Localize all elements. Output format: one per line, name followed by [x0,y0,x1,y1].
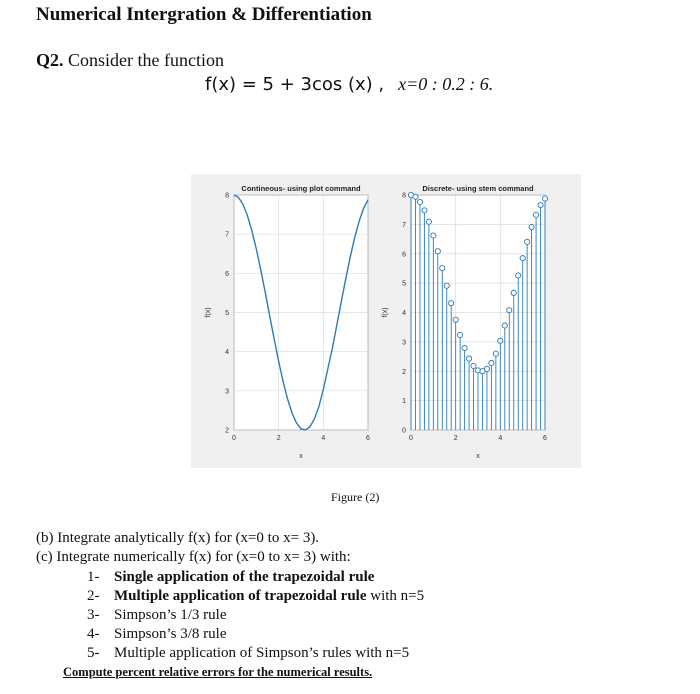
method-item-5 [87,645,409,662]
y-tick-label: 7 [402,221,406,229]
x-tick-label: 4 [498,435,503,442]
stem-marker [542,196,547,201]
stem-marker [538,203,543,208]
task-c: (c) Integrate numerically f(x) for (x=0 to x= 3) with: [36,549,351,565]
figure-plots [191,174,581,468]
stem-marker [493,351,498,356]
x-tick-label: 6 [366,435,370,442]
y-tick-label: 2 [225,427,229,435]
stem-marker [426,219,431,224]
x-tick-label: 0 [232,435,236,442]
stem-marker [449,301,454,306]
y-axis-label: f(x) [205,307,212,318]
y-tick-label: 4 [402,310,406,317]
stem-marker [507,308,512,313]
y-tick-label: 2 [402,368,406,376]
stem-marker [533,212,538,217]
stem-marker [462,346,467,351]
question-line [36,50,224,71]
method-text: Multiple application of Simpson’s rules with n=5 [114,645,410,661]
stem-marker [466,356,471,361]
y-tick-label: 3 [225,388,229,396]
method-text: Simpson’s 3/8 rule [114,626,227,642]
task-b: (b) Integrate analytically f(x) for (x=0 to x= 3). [36,530,320,546]
method-text: Multiple application of trapezoidal rule [114,588,367,604]
stem-marker [484,366,489,371]
y-tick-label: 8 [402,192,406,200]
stem-marker [498,338,503,343]
stem-marker [489,360,494,365]
stem-marker [444,283,449,288]
method-item-1 [87,569,374,586]
x-axis-label: x [299,453,303,460]
stem-marker [516,273,521,278]
method-number: 3- [87,607,100,623]
stem-marker [417,199,422,204]
method-item-4 [87,626,227,643]
stem-marker [413,194,418,199]
stem-marker [453,317,458,322]
stem-marker [435,249,440,254]
stem-marker [440,266,445,271]
stem-marker [529,225,534,230]
method-text: Single application of the trapezoidal rule [114,569,375,585]
stem-marker [525,239,530,244]
y-tick-label: 5 [402,280,406,288]
method-suffix: with n=5 [366,588,425,604]
method-number: 2- [87,588,100,604]
y-tick-label: 5 [225,310,229,317]
plot-title: Discrete- using stem command [422,184,534,193]
stem-marker [431,233,436,238]
x-tick-label: 4 [321,435,326,442]
x-tick-label: 2 [453,435,458,442]
stem-marker [422,208,427,213]
method-number: 1- [87,569,100,585]
function-formula: f(x) = 5 + 3cos (x) , [205,74,385,95]
x-tick-label: 2 [276,435,281,442]
method-item-2 [87,588,424,605]
method-number: 5- [87,645,100,661]
figure-panel [191,174,581,468]
document-title: Numerical Intergration & Differentiation [36,4,372,25]
y-tick-label: 4 [225,349,229,357]
x-axis-label: x [476,453,480,460]
stem-marker [520,256,525,261]
x-tick-label: 0 [409,435,413,442]
stem-marker [511,290,516,295]
figure-caption: Figure (2) [331,490,380,504]
stem-marker [502,323,507,328]
y-tick-label: 8 [225,192,229,200]
final-note: Compute percent relative errors for the numerical results. [63,665,373,679]
x-tick-label: 6 [543,435,547,442]
y-tick-label: 3 [402,339,406,347]
method-item-3 [87,607,227,624]
plot-title: Contineous- using plot command [241,184,361,193]
y-tick-label: 7 [225,231,229,239]
stem-marker [458,332,463,337]
stem-marker [471,363,476,368]
y-tick-label: 0 [402,427,406,435]
y-axis-label: f(x) [382,307,389,318]
question-label: Q2. [36,50,64,70]
method-number: 4- [87,626,100,642]
y-tick-label: 1 [402,398,406,406]
y-tick-label: 6 [225,270,229,278]
method-text: Simpson’s 1/3 rule [114,607,227,623]
y-tick-label: 6 [402,251,406,259]
function-definition [205,74,493,95]
question-text: Consider the function [63,50,224,70]
function-domain: x=0 : 0.2 : 6. [398,74,494,94]
